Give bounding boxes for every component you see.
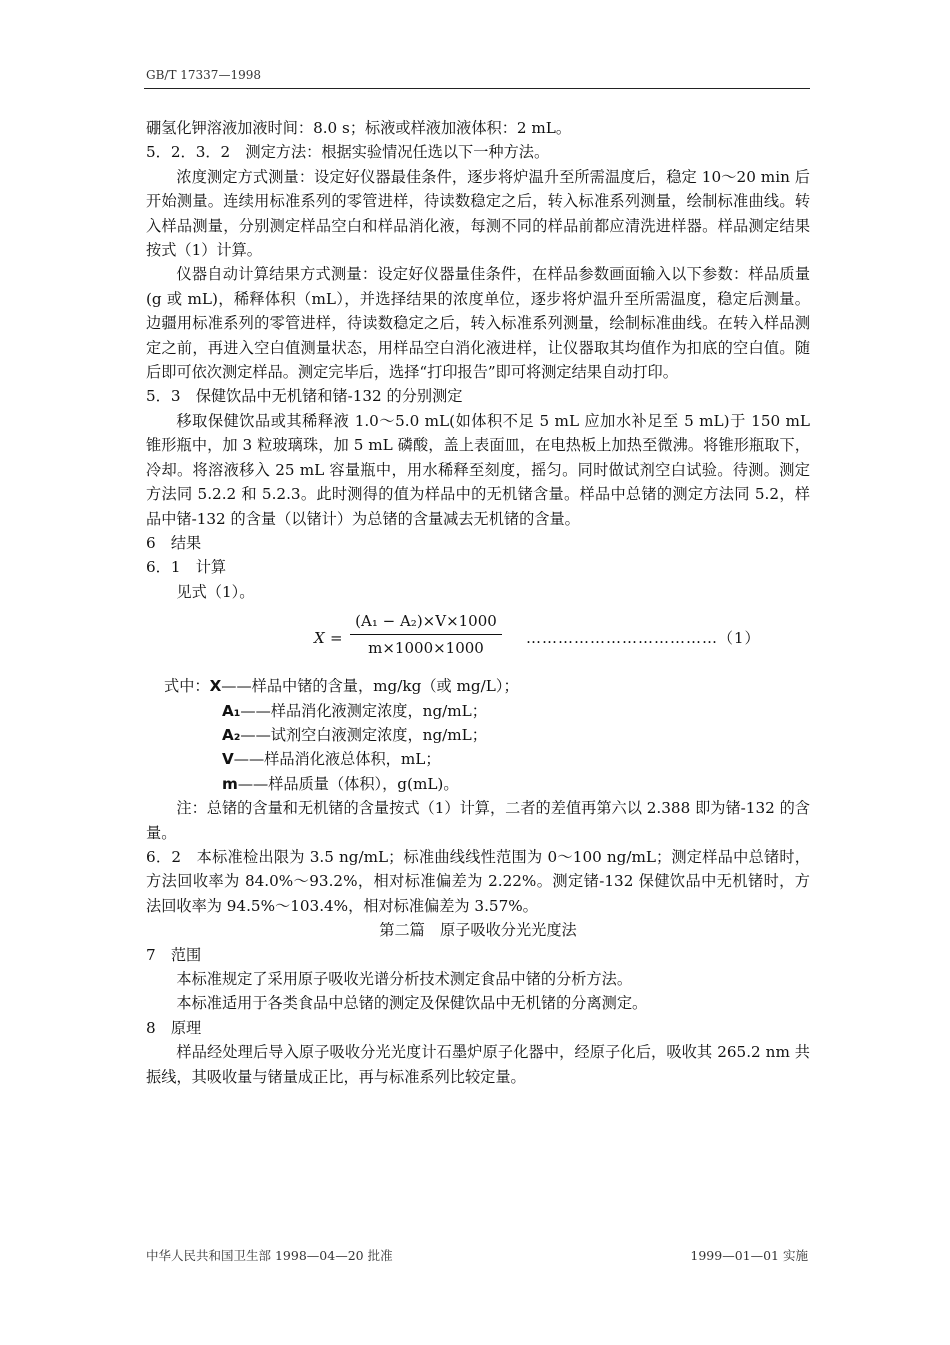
footer-implementation: 1999—01—01 实施 [690, 1248, 808, 1263]
paragraph-6-2: 6．2 本标准检出限为 3.5 ng/mL；标准曲线线性范围为 0～100 ng/mL；测定样品中总锗时，方法回收率为 84.0%～93.2%，相对标准偏差为 2.22%。测定锗-132 保健饮品中无机锗时，方法回收率为 94.5%～103.4%，相对标准偏差为 3.57%。 [146, 847, 810, 915]
variable-definitions [146, 674, 810, 796]
formula-denominator: m×1000×1000 [368, 639, 484, 658]
paragraph-principle: 样品经处理后导入原子吸收分光光度计石墨炉原子化器中，经原子化后，吸收其 265.2 nm 共振线，其吸收量与锗量成正比，再与标准系列比较定量。 [146, 1043, 810, 1086]
variable-row [146, 723, 810, 747]
formula-label: ………………………………（1） [526, 629, 761, 648]
document-body [146, 116, 810, 1089]
variable-desc: ——样品消化液测定浓度，ng/mL； [240, 701, 487, 720]
variable-row [146, 772, 810, 796]
paragraph-auto-calc-mode: 仪器自动计算结果方式测量：设定好仪器量佳条件，在样品参数画面输入以下参数：样品质量(g 或 mL)，稀释体积（mL），并选择结果的浓度单位，逐步将炉温升至所需温度，稳定后测量。边疆用标准系列的零管进样，待读数稳定之后，转入标准系列测量，绘制标准曲线。在转入样品测定之前，再进入空白值测量状态，用样品空白消化液进样，让仪器取其均值作为扣底的空白值。随后即可依次测定样品。测定完毕后，选择“打印报告”即可将测定结果自动打印。 [146, 265, 810, 382]
variable-symbol: V [222, 750, 234, 769]
formula-fraction [346, 608, 506, 661]
heading-5-3: 5．3 保健饮品中无机锗和锗-132 的分别测定 [146, 387, 463, 406]
paragraph-scope-1: 本标准规定了采用原子吸收光谱分析技术测定食品中锗的分析方法。 [176, 970, 633, 988]
variable-prefix: 式中： [164, 677, 210, 696]
variable-desc: ——试剂空白液测定浓度，ng/mL； [240, 725, 487, 744]
heading-6: 6 结果 [146, 533, 202, 552]
heading-6-1: 6．1 计算 [146, 558, 227, 577]
paragraph-see-formula: 见式（1）。 [176, 582, 255, 601]
heading-7: 7 范围 [146, 945, 202, 964]
formula-numerator: (A₁ − A₂)×V×1000 [355, 612, 497, 631]
standard-code: GB/T 17337—1998 [146, 68, 261, 82]
variable-symbol: A₁ [222, 701, 241, 720]
header-rule [144, 88, 810, 89]
paragraph-reagent-timing: 硼氢化钾溶液加液时间：8.0 s；标液或样液加液体积：2 mL。 [146, 119, 572, 137]
heading-8: 8 原理 [146, 1018, 202, 1037]
footer-approval: 中华人民共和国卫生部 1998—04—20 批准 [146, 1248, 393, 1263]
note-ge132: 注：总锗的含量和无机锗的含量按式（1）计算，二者的差值再第六以 2.388 即为锗-132 的含量。 [146, 799, 810, 842]
variable-desc: ——样品消化液总体积，mL； [233, 750, 441, 769]
variable-desc: ——样品中锗的含量，mg/kg（或 mg/L）； [221, 677, 519, 696]
variable-symbol: m [222, 774, 238, 793]
part-two-title: 第二篇 原子吸收分光光度法 [379, 921, 577, 940]
formula-lhs: X [314, 629, 325, 648]
formula-equals: = [330, 629, 343, 648]
variable-row [146, 674, 810, 698]
paragraph-concentration-mode: 浓度测定方式测量：设定好仪器最佳条件，逐步将炉温升至所需温度后，稳定 10～20 min 后开始测量。连续用标准系列的零管进样，待读数稳定之后，转入标准系列测量，绘制标准曲线。转入样品测量，分别测定样品空白和样品消化液，每测不同的样品前都应清洗进样器。样品测定结果按式（1）计算。 [146, 167, 810, 260]
variable-row [146, 747, 810, 771]
paragraph-inorganic-ge: 移取保健饮品或其稀释液 1.0～5.0 mL(如体积不足 5 mL 应加水补足至 5 mL)于 150 mL 锥形瓶中，加 3 粒玻璃珠，加 5 mL 磷酸，盖上表面皿，在电热板上加热至微沸。将锥形瓶取下，冷却。将溶液移入 25 mL 容量瓶中，用水稀释至刻度，摇匀。同时做试剂空白试验。待测。测定方法同 5.2.2 和 5.2.3。此时测得的值为样品中的无机锗含量。样品中总锗的测定方法同 5.2，样品中锗-132 的含量（以锗计）为总锗的含量减去无机锗的含量。 [146, 411, 810, 528]
formula-1 [146, 608, 810, 670]
variable-symbol: X [209, 677, 222, 696]
variable-symbol: A₂ [222, 725, 241, 744]
variable-row [146, 699, 810, 723]
heading-5-2-3-2: 5．2．3．2 测定方法：根据实验情况任选以下一种方法。 [146, 143, 550, 162]
paragraph-scope-2: 本标准适用于各类食品中总锗的测定及保健饮品中无机锗的分离测定。 [176, 994, 648, 1013]
variable-desc: ——样品质量（体积），g(mL)。 [237, 774, 459, 793]
